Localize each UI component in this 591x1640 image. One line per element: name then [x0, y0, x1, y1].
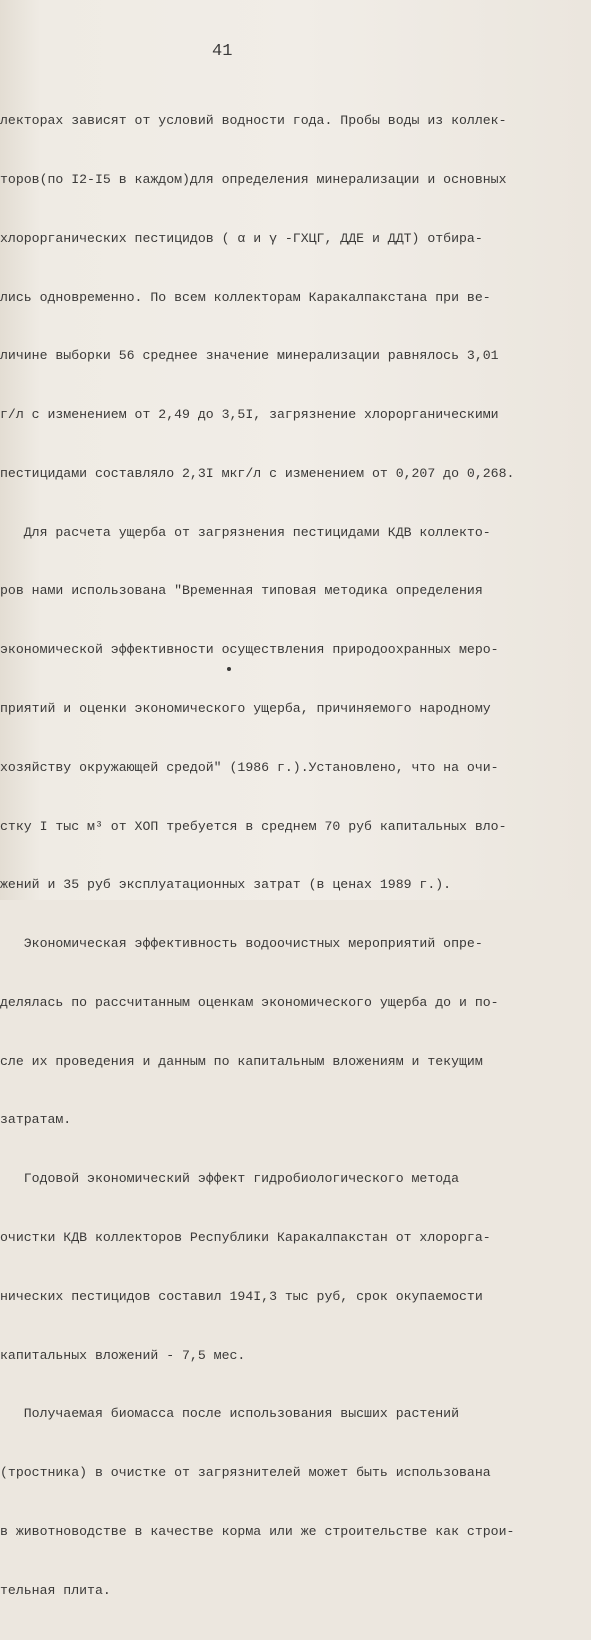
text-line: в животноводстве в качестве корма или же строительстве как строи-: [0, 1523, 515, 1539]
text-line: Для расчета ущерба от загрязнения пестицидами КДВ коллекто-: [0, 524, 491, 540]
text-line: нических пестицидов составил 194I,3 тыс руб, срок окупаемости: [0, 1288, 483, 1304]
text-line: делялась по рассчитанным оценкам экономического ущерба до и по-: [0, 994, 499, 1010]
page-number: 41: [212, 42, 233, 61]
text-line: экономической эффективности осуществления природоохранных меро-: [0, 642, 499, 658]
text-line: г/л с изменением от 2,49 до 3,5I, загрязнение хлорорганическими: [0, 407, 499, 423]
text-line: стку I тыс м³ от ХОП требуется в среднем 70 руб капитальных вло-: [0, 818, 507, 834]
text-line: пестицидами составляло 2,3I мкг/л с изменением от 0,207 до 0,268.: [0, 465, 515, 481]
text-line: приятий и оценки экономического ущерба, причиняемого народному: [0, 701, 491, 716]
text-line: торов(по I2-I5 в каждом)для определения минерализации и основных: [0, 171, 507, 187]
text-line: Получаемая биомасса после использования высших растений: [0, 1406, 459, 1422]
text-line: хлорорганических пестицидов ( α и γ -ГХЦГ, ДДЕ и ДДТ) отбира-: [0, 230, 483, 246]
text-line: сле их проведения и данным по капитальным вложениям и текущим: [0, 1053, 483, 1069]
text-line: личине выборки 56 среднее значение минерализации равнялось 3,01: [0, 348, 499, 364]
text-line: лекторах зависят от условий водности года. Пробы воды из коллек-: [0, 113, 507, 129]
text-line: (тростника) в очистке от загрязнителей может быть использована: [0, 1465, 491, 1481]
text-line: ров нами использована "Временная типовая методика определения: [0, 583, 483, 599]
text-line: хозяйству окружающей средой" (1986 г.).Установлено, что на очи-: [0, 759, 499, 775]
ink-dot: [227, 667, 231, 671]
text-line: затратам.: [0, 1112, 72, 1128]
text-line: очистки КДВ коллекторов Республики Каракалпакстан от хлорорга-: [0, 1230, 491, 1246]
text-line: капитальных вложений - 7,5 мес.: [0, 1347, 246, 1363]
text-line: жений и 35 руб эксплуатационных затрат (в ценах 1989 г.).: [0, 877, 452, 893]
text-line: тельная плита.: [0, 1582, 111, 1598]
text-line: Экономическая эффективность водоочистных мероприятий опре-: [0, 936, 483, 952]
text-line: Годовой экономический эффект гидробиологического метода: [0, 1171, 459, 1187]
body-text: [0, 72, 560, 1640]
text-line: лись одновременно. По всем коллекторам Каракалпакстана при ве-: [0, 289, 491, 305]
